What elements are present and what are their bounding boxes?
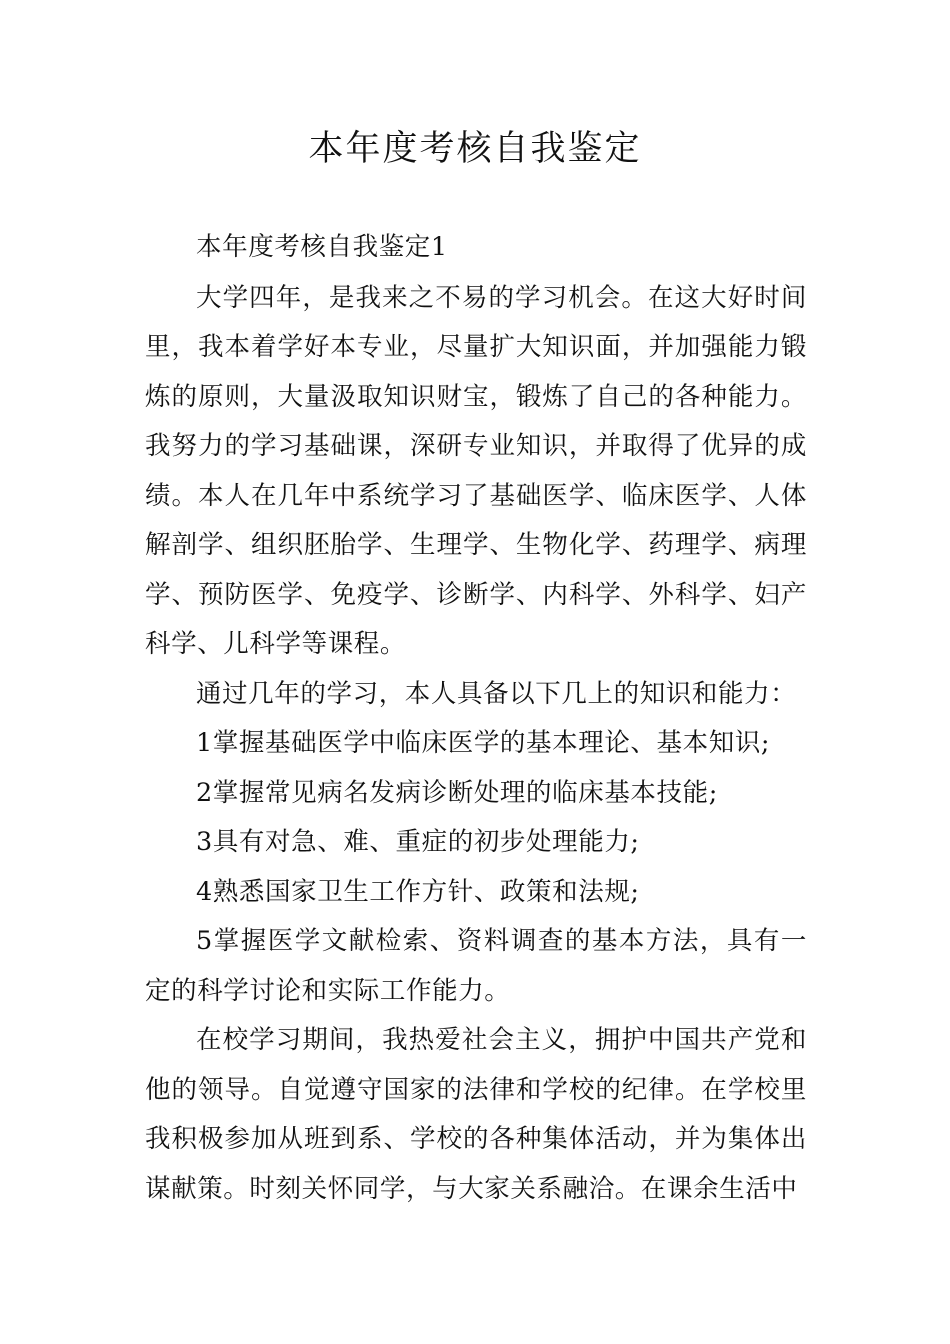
document-title: 本年度考核自我鉴定 [308, 129, 642, 169]
list-item-3: 3具有对急、难、重症的初步处理能力; [196, 827, 640, 857]
paragraph-intro: 大学四年，是我来之不易的学习机会。在这大好时间里，我本着学好本专业，尽量扩大知识面，并加强能力锻炼的原则，大量汲取知识财宝，锻炼了自己的各种能力。我努力的学习基础课，深研专业知识，并取得了优异的成绩。本人在几年中系统学习了基础医学、临床医学、人体解剖学、组织胚胎学、生理学、生物化学、药理学、病理学、预防医学、免疫学、诊断学、内科学、外科学、妇产科学、儿科学等课程。 [145, 282, 807, 659]
list-item-1: 1掌握基础医学中临床医学的基本理论、基本知识; [196, 728, 771, 758]
document-body [145, 223, 807, 1214]
list-item-4: 4熟悉国家卫生工作方针、政策和法规; [196, 876, 640, 907]
list-item-2: 2掌握常见病名发病诊断处理的临床基本技能; [196, 777, 718, 808]
paragraph-campus-life: 在校学习期间，我热爱社会主义，拥护中国共产党和他的领导。自觉遵守国家的法律和学校的纪律。在学校里我积极参加从班到系、学校的各种集体活动，并为集体出谋献策。时刻关怀同学，与大家关系融洽。在课余生活中 [145, 1025, 807, 1204]
list-item-5: 5掌握医学文献检索、资料调查的基本方法，具有一定的科学讨论和实际工作能力。 [145, 926, 807, 1006]
paragraph-abilities-lead: 通过几年的学习，本人具备以下几上的知识和能力： [196, 678, 797, 709]
section-heading: 本年度考核自我鉴定1 [196, 232, 448, 262]
